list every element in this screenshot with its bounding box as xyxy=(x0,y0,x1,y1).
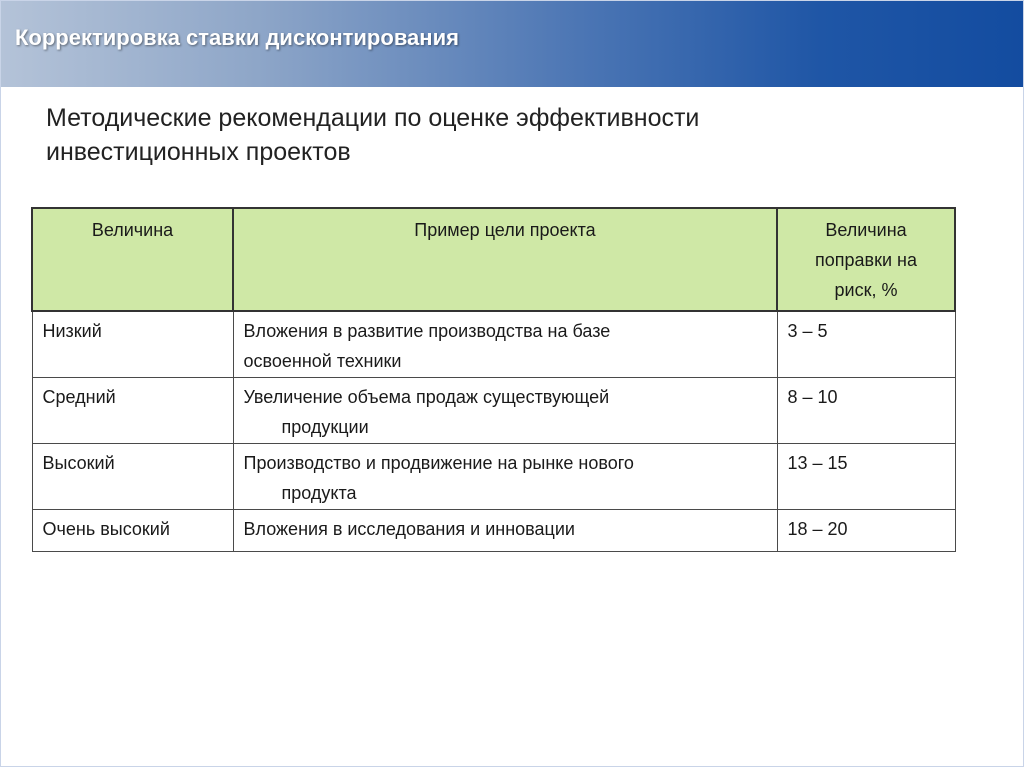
cell-level: Очень высокий xyxy=(32,509,233,551)
table-header-row xyxy=(32,208,955,311)
header-risk-line-1: Величина xyxy=(825,220,907,240)
cell-level: Высокий xyxy=(32,443,233,509)
cell-goal xyxy=(233,443,777,509)
cell-goal-line-1: Вложения в развитие производства на базе xyxy=(243,321,611,341)
subtitle-line-2: инвестиционных проектов xyxy=(46,138,351,166)
cell-goal xyxy=(233,311,777,377)
header-level-label: Величина xyxy=(91,220,174,240)
table-row xyxy=(32,443,955,509)
cell-goal-line-2: освоенной техники xyxy=(243,351,402,371)
header-cell-goal xyxy=(233,208,777,311)
subtitle-line-1: Методические рекомендации по оценке эффективности xyxy=(46,104,700,132)
risk-premium-table xyxy=(31,207,956,552)
cell-goal-line-2: продукта xyxy=(281,482,357,503)
slide-title: Корректировка ставки дисконтирования xyxy=(15,25,459,50)
cell-risk: 3 – 5 xyxy=(777,311,955,377)
cell-goal-line-2: продукции xyxy=(281,416,369,437)
cell-level: Низкий xyxy=(32,311,233,377)
header-cell-level xyxy=(32,208,233,311)
cell-risk: 13 – 15 xyxy=(777,443,955,509)
header-cell-risk xyxy=(777,208,955,311)
header-risk-line-3: риск, % xyxy=(834,280,898,300)
cell-goal-line-1: Производство и продвижение на рынке нового xyxy=(243,452,634,473)
cell-level: Средний xyxy=(32,377,233,443)
header-risk-line-2: поправки на xyxy=(815,250,917,270)
header-goal-label: Пример цели проекта xyxy=(414,220,596,240)
cell-goal xyxy=(233,377,777,443)
cell-risk: 8 – 10 xyxy=(777,377,955,443)
cell-goal-line-1: Увеличение объема продаж существующей xyxy=(243,386,610,407)
subtitle xyxy=(46,101,846,169)
table-row xyxy=(32,311,955,377)
table-row xyxy=(32,509,955,551)
cell-goal: Вложения в исследования и инновации xyxy=(233,509,777,551)
title-bar xyxy=(1,1,1024,87)
cell-risk: 18 – 20 xyxy=(777,509,955,551)
table-row xyxy=(32,377,955,443)
